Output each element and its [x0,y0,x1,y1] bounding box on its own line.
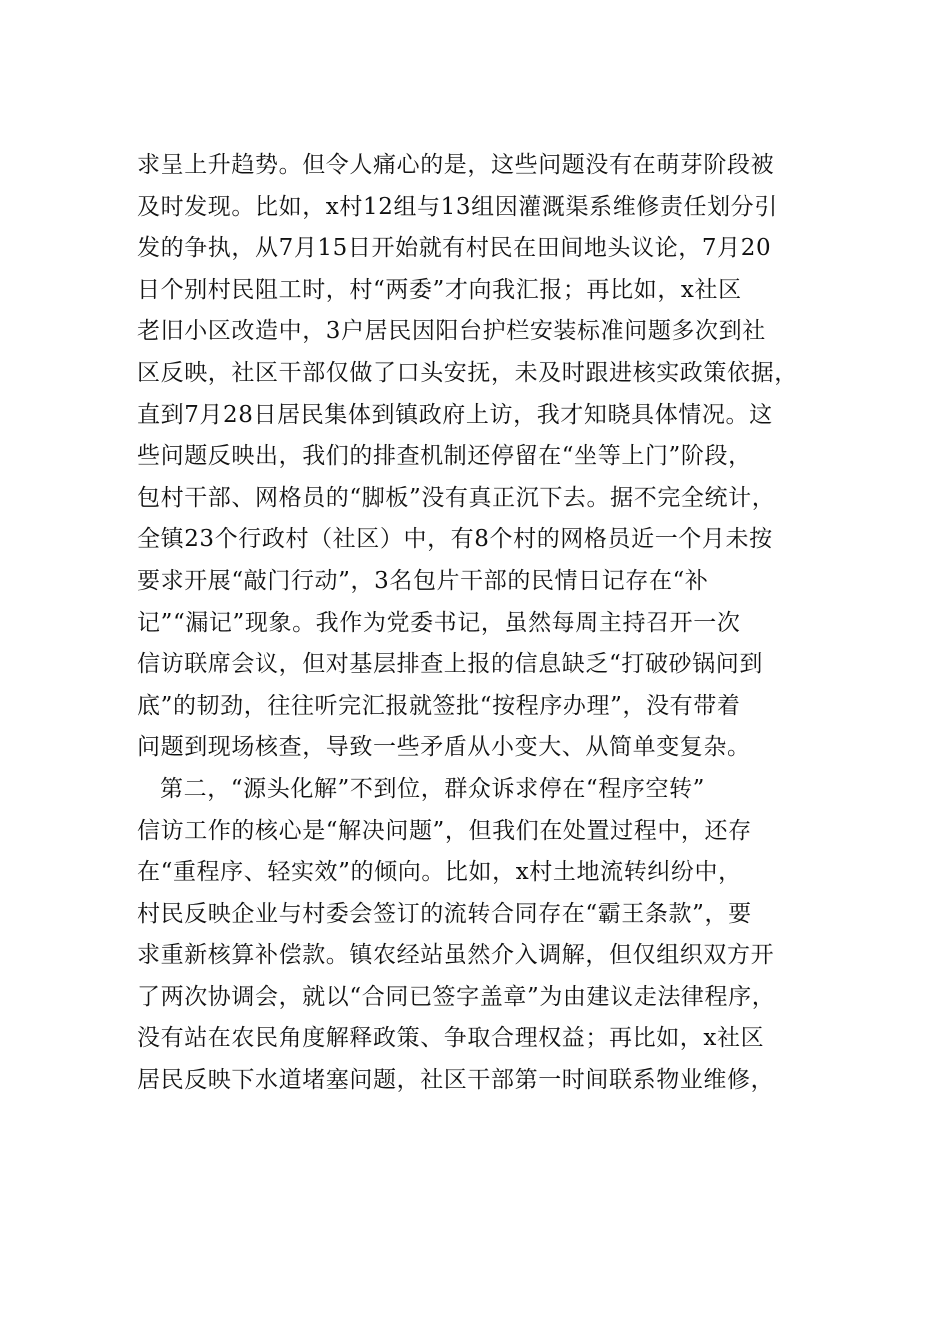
text-line: 在“重程序、轻实效”的倾向。比如，x村土地流转纠纷中， [137,859,742,886]
text-line: 求重新核算补偿款。镇农经站虽然介入调解，但仅组织双方开 [137,942,775,969]
text-line: 要求开展“敲门行动”，3名包片干部的民情日记存在“补 [137,567,709,594]
text-line: 及时发现。比如，x村12组与13组因灌溉渠系维修责任划分引 [137,193,778,220]
text-line: 直到7月28日居民集体到镇政府上访，我才知晓具体情况。这 [137,401,773,428]
body-text [137,145,827,1102]
text-line: 日个别村民阻工时，村“两委”才向我汇报；再比如，x社区 [137,276,742,303]
text-line: 全镇23个行政村（社区）中，有8个村的网格员近一个月未按 [137,526,773,553]
text-line: 了两次协调会，就以“合同已签字盖章”为由建议走法律程序， [137,983,776,1010]
text-line: 区反映，社区干部仅做了口头安抚，未及时跟进核实政策依据， [137,359,798,386]
text-line: 记”“漏记”现象。我作为党委书记，虽然每周主持召开一次 [137,609,741,636]
text-line: 发的争执，从7月15日开始就有村民在田间地头议论，7月20 [137,235,772,262]
text-line: 村民反映企业与村委会签订的流转合同存在“霸王条款”，要 [137,900,752,927]
text-line: 些问题反映出，我们的排查机制还停留在“坐等上门”阶段， [137,443,752,470]
text-line: 包村干部、网格员的“脚板”没有真正沉下去。据不完全统计， [137,484,776,511]
text-line: 求呈上升趋势。但令人痛心的是，这些问题没有在萌芽阶段被 [137,152,775,178]
text-line: 信访联席会议，但对基层排查上报的信息缺乏“打破砂锅问到 [137,651,763,678]
text-line: 问题到现场核查，导致一些矛盾从小变大、从简单变复杂。 [137,734,751,761]
text-line: 居民反映下水道堵塞问题，社区干部第一时间联系物业维修， [137,1067,775,1094]
text-line: 信访工作的核心是“解决问题”，但我们在处置过程中，还存 [137,817,752,844]
text-line: 底”的韧劲，往往听完汇报就签批“按程序办理”，没有带着 [137,692,741,719]
section-heading: 第二，“源头化解”不到位，群众诉求停在“程序空转” [160,775,706,802]
text-line: 没有站在农民角度解释政策、争取合理权益；再比如，x社区 [137,1025,765,1052]
text-line: 老旧小区改造中，3户居民因阳台护栏安装标准问题多次到社 [137,318,766,345]
